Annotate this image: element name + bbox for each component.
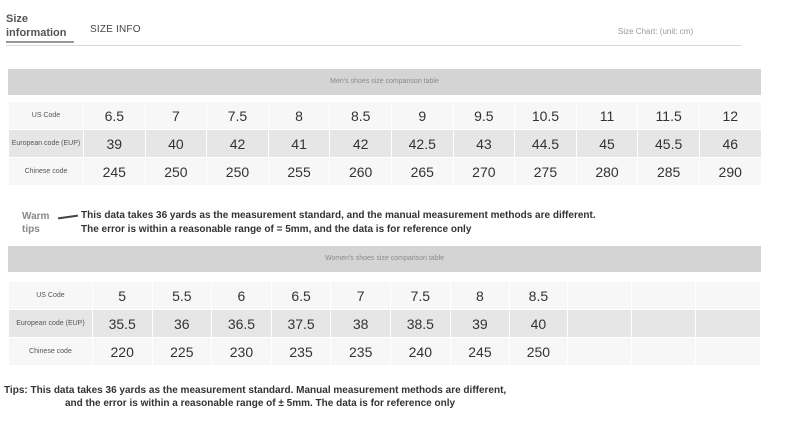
size-cell: 8.5 [330,102,392,130]
size-cell [696,310,761,338]
size-cell: 270 [453,158,515,186]
size-cell: 42.5 [391,130,453,158]
size-cell: 7.5 [391,282,451,310]
row-label: Chinese code [9,158,84,186]
title-underline [6,41,74,43]
size-cell: 230 [212,338,272,366]
size-cell: 245 [450,338,510,366]
size-cell: 225 [152,338,212,366]
table-row [9,310,761,338]
size-cell [631,338,695,366]
size-cell: 7 [331,282,391,310]
size-cell: 280 [576,158,638,186]
size-cell: 6.5 [84,102,146,130]
size-cell: 9 [391,102,453,130]
men-table-title: Men's shoes size comparison table [8,69,761,95]
size-cell [631,282,695,310]
size-cell [696,338,761,366]
size-cell: 255 [268,158,330,186]
size-cell: 42 [330,130,392,158]
size-cell: 36.5 [212,310,272,338]
size-cell: 44.5 [515,130,577,158]
size-cell: 250 [207,158,269,186]
size-cell: 39 [450,310,510,338]
size-cell [567,310,631,338]
size-cell: 6 [212,282,272,310]
size-cell: 46 [699,130,761,158]
size-cell: 9.5 [453,102,515,130]
table-row [9,282,761,310]
size-cell: 260 [330,158,392,186]
size-cell [567,338,631,366]
table-row [9,158,762,186]
size-cell: 6.5 [271,282,331,310]
size-cell: 45.5 [638,130,700,158]
size-cell: 8 [450,282,510,310]
size-cell [631,310,695,338]
size-cell: 45 [576,130,638,158]
size-cell: 5 [92,282,152,310]
size-cell [696,282,761,310]
warm-tips-label: Warm tips [22,211,50,235]
row-label: European code (EUP) [9,310,93,338]
footer-tips-line: and the error is within a reasonable range of ± 5mm. The data is for reference only [65,398,456,409]
row-label: Chinese code [9,338,93,366]
size-cell: 10.5 [515,102,577,130]
warm-tips-line: This data takes 36 yards as the measurement standard, and the manual measurement methods are different. [81,210,596,221]
size-cell: 11.5 [638,102,700,130]
size-cell: 8.5 [510,282,567,310]
row-label: US Code [9,102,84,130]
size-cell: 42 [207,130,269,158]
page-subtitle: SIZE INFO [90,24,141,35]
size-cell: 235 [331,338,391,366]
size-cell: 12 [699,102,761,130]
size-cell: 275 [515,158,577,186]
size-cell: 8 [268,102,330,130]
size-cell: 290 [699,158,761,186]
warm-tips-text [81,209,596,237]
size-cell: 220 [92,338,152,366]
size-cell: 35.5 [92,310,152,338]
size-cell: 250 [510,338,567,366]
size-cell: 265 [391,158,453,186]
size-cell: 40 [510,310,567,338]
unit-note: Size Chart: (unit: cm) [618,27,694,36]
size-cell: 285 [638,158,700,186]
size-cell: 36 [152,310,212,338]
size-cell: 240 [391,338,451,366]
header [0,0,800,48]
size-cell: 245 [84,158,146,186]
footer-tips-line: Tips: This data takes 36 yards as the measurement standard. Manual measurement methods are different, [4,385,507,396]
size-cell: 7 [145,102,207,130]
size-cell: 37.5 [271,310,331,338]
size-cell: 5.5 [152,282,212,310]
size-cell: 235 [271,338,331,366]
men-size-table [8,101,762,186]
row-label: European code (EUP) [9,130,84,158]
size-cell: 43 [453,130,515,158]
footer-tips [4,384,506,410]
table-row [9,130,762,158]
table-row [9,338,761,366]
size-cell [567,282,631,310]
size-cell: 38 [331,310,391,338]
size-cell: 40 [145,130,207,158]
size-cell: 38.5 [391,310,451,338]
size-cell: 11 [576,102,638,130]
size-cell: 39 [84,130,146,158]
header-divider [6,45,741,46]
row-label: US Code [9,282,93,310]
size-cell: 41 [268,130,330,158]
warm-tips-dash [58,215,78,220]
table-row [9,102,762,130]
women-table-title: Women's shoes size comparison table [8,246,761,272]
women-size-table [8,281,761,366]
size-cell: 250 [145,158,207,186]
page-title: Size information [6,13,67,39]
warm-tips-line: The error is within a reasonable range of = 5mm, and the data is for reference only [81,224,472,235]
size-cell: 7.5 [207,102,269,130]
